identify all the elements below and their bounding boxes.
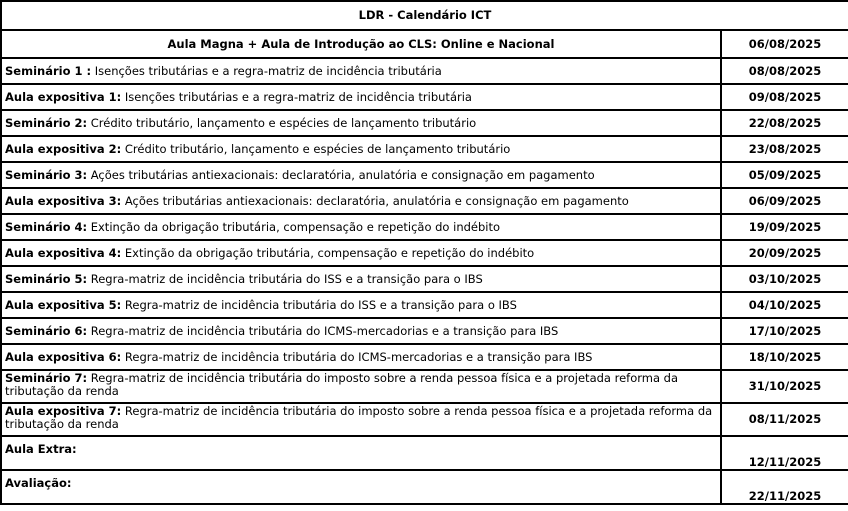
title-row (1, 1, 848, 30)
row-label: Aula expositiva 3: (5, 193, 122, 208)
table-row (1, 318, 848, 344)
row-description (1, 188, 721, 214)
table-row (1, 403, 848, 436)
row-description (1, 58, 721, 84)
row-label: Aula expositiva 1: (5, 89, 122, 104)
header-row (1, 30, 848, 58)
row-text: Crédito tributário, lançamento e espécies de lançamento tributário (87, 115, 477, 130)
row-label: Seminário 2: (5, 115, 88, 130)
row-text: Regra-matriz de incidência tributária do ISS e a transição para o IBS (121, 297, 517, 312)
row-text: Extinção da obrigação tributária, compensação e repetição do indébito (87, 219, 501, 234)
row-label: Aula expositiva 7: (5, 404, 122, 418)
table-row (1, 110, 848, 136)
row-label: Seminário 1 : (5, 63, 92, 78)
row-date: 06/09/2025 (721, 188, 848, 214)
row-date: 19/09/2025 (721, 214, 848, 240)
row-label: Avaliação: (5, 476, 72, 490)
table-row (1, 58, 848, 84)
row-text: Isenções tributárias e a regra-matriz de incidência tributária (91, 63, 442, 78)
row-date: 22/08/2025 (721, 110, 848, 136)
row-text: Regra-matriz de incidência tributária do ISS e a transição para o IBS (87, 271, 483, 286)
table-row (1, 162, 848, 188)
row-description (1, 266, 721, 292)
row-description (1, 292, 721, 318)
row-description (1, 470, 721, 504)
table-row (1, 370, 848, 403)
row-text: Isenções tributárias e a regra-matriz de incidência tributária (121, 89, 472, 104)
row-date: 20/09/2025 (721, 240, 848, 266)
row-description (1, 344, 721, 370)
table-row (1, 240, 848, 266)
row-text: Crédito tributário, lançamento e espécies de lançamento tributário (121, 141, 511, 156)
row-description (1, 110, 721, 136)
table-row (1, 84, 848, 110)
row-label: Aula Extra: (5, 442, 77, 456)
row-description (1, 214, 721, 240)
row-description (1, 403, 721, 436)
row-date: 17/10/2025 (721, 318, 848, 344)
row-date: 12/11/2025 (721, 436, 848, 470)
row-date: 08/08/2025 (721, 58, 848, 84)
row-label: Aula expositiva 6: (5, 349, 122, 364)
table-row (1, 188, 848, 214)
table-row (1, 136, 848, 162)
row-date: 18/10/2025 (721, 344, 848, 370)
row-text: Ações tributárias antiexacionais: declaratória, anulatória e consignação em pagamento (121, 193, 629, 208)
row-date: 09/08/2025 (721, 84, 848, 110)
row-text: Ações tributárias antiexacionais: declaratória, anulatória e consignação em pagamento (87, 167, 595, 182)
table-row (1, 470, 848, 504)
row-date: 08/11/2025 (721, 403, 848, 436)
row-label: Aula expositiva 5: (5, 297, 122, 312)
row-text: Extinção da obrigação tributária, compensação e repetição do indébito (121, 245, 535, 260)
table-row (1, 344, 848, 370)
row-text: Regra-matriz de incidência tributária do imposto sobre a renda pessoa física e a projetada reforma da tributação da renda (5, 371, 679, 398)
row-text: Regra-matriz de incidência tributária do ICMS-mercadorias e a transição para IBS (121, 349, 593, 364)
row-description (1, 84, 721, 110)
header-description: Aula Magna + Aula de Introdução ao CLS: Online e Nacional (1, 30, 721, 58)
row-label: Seminário 4: (5, 219, 88, 234)
row-label: Seminário 5: (5, 271, 88, 286)
table-row (1, 266, 848, 292)
row-description (1, 318, 721, 344)
row-date: 03/10/2025 (721, 266, 848, 292)
header-date: 06/08/2025 (721, 30, 848, 58)
row-description (1, 136, 721, 162)
row-text: Regra-matriz de incidência tributária do ICMS-mercadorias e a transição para IBS (87, 323, 559, 338)
row-date: 22/11/2025 (721, 470, 848, 504)
table-row (1, 214, 848, 240)
row-label: Seminário 6: (5, 323, 88, 338)
row-date: 31/10/2025 (721, 370, 848, 403)
row-date: 23/08/2025 (721, 136, 848, 162)
row-description (1, 240, 721, 266)
row-label: Aula expositiva 4: (5, 245, 122, 260)
row-description (1, 436, 721, 470)
row-label: Seminário 3: (5, 167, 88, 182)
calendar-title: LDR - Calendário ICT (1, 1, 848, 30)
row-date: 04/10/2025 (721, 292, 848, 318)
table-row (1, 436, 848, 470)
row-description (1, 370, 721, 403)
row-label: Aula expositiva 2: (5, 141, 122, 156)
row-text: Regra-matriz de incidência tributária do imposto sobre a renda pessoa física e a projetada reforma da tributação da renda (5, 404, 713, 431)
row-description (1, 162, 721, 188)
row-label: Seminário 7: (5, 371, 88, 385)
row-date: 05/09/2025 (721, 162, 848, 188)
table-row (1, 292, 848, 318)
